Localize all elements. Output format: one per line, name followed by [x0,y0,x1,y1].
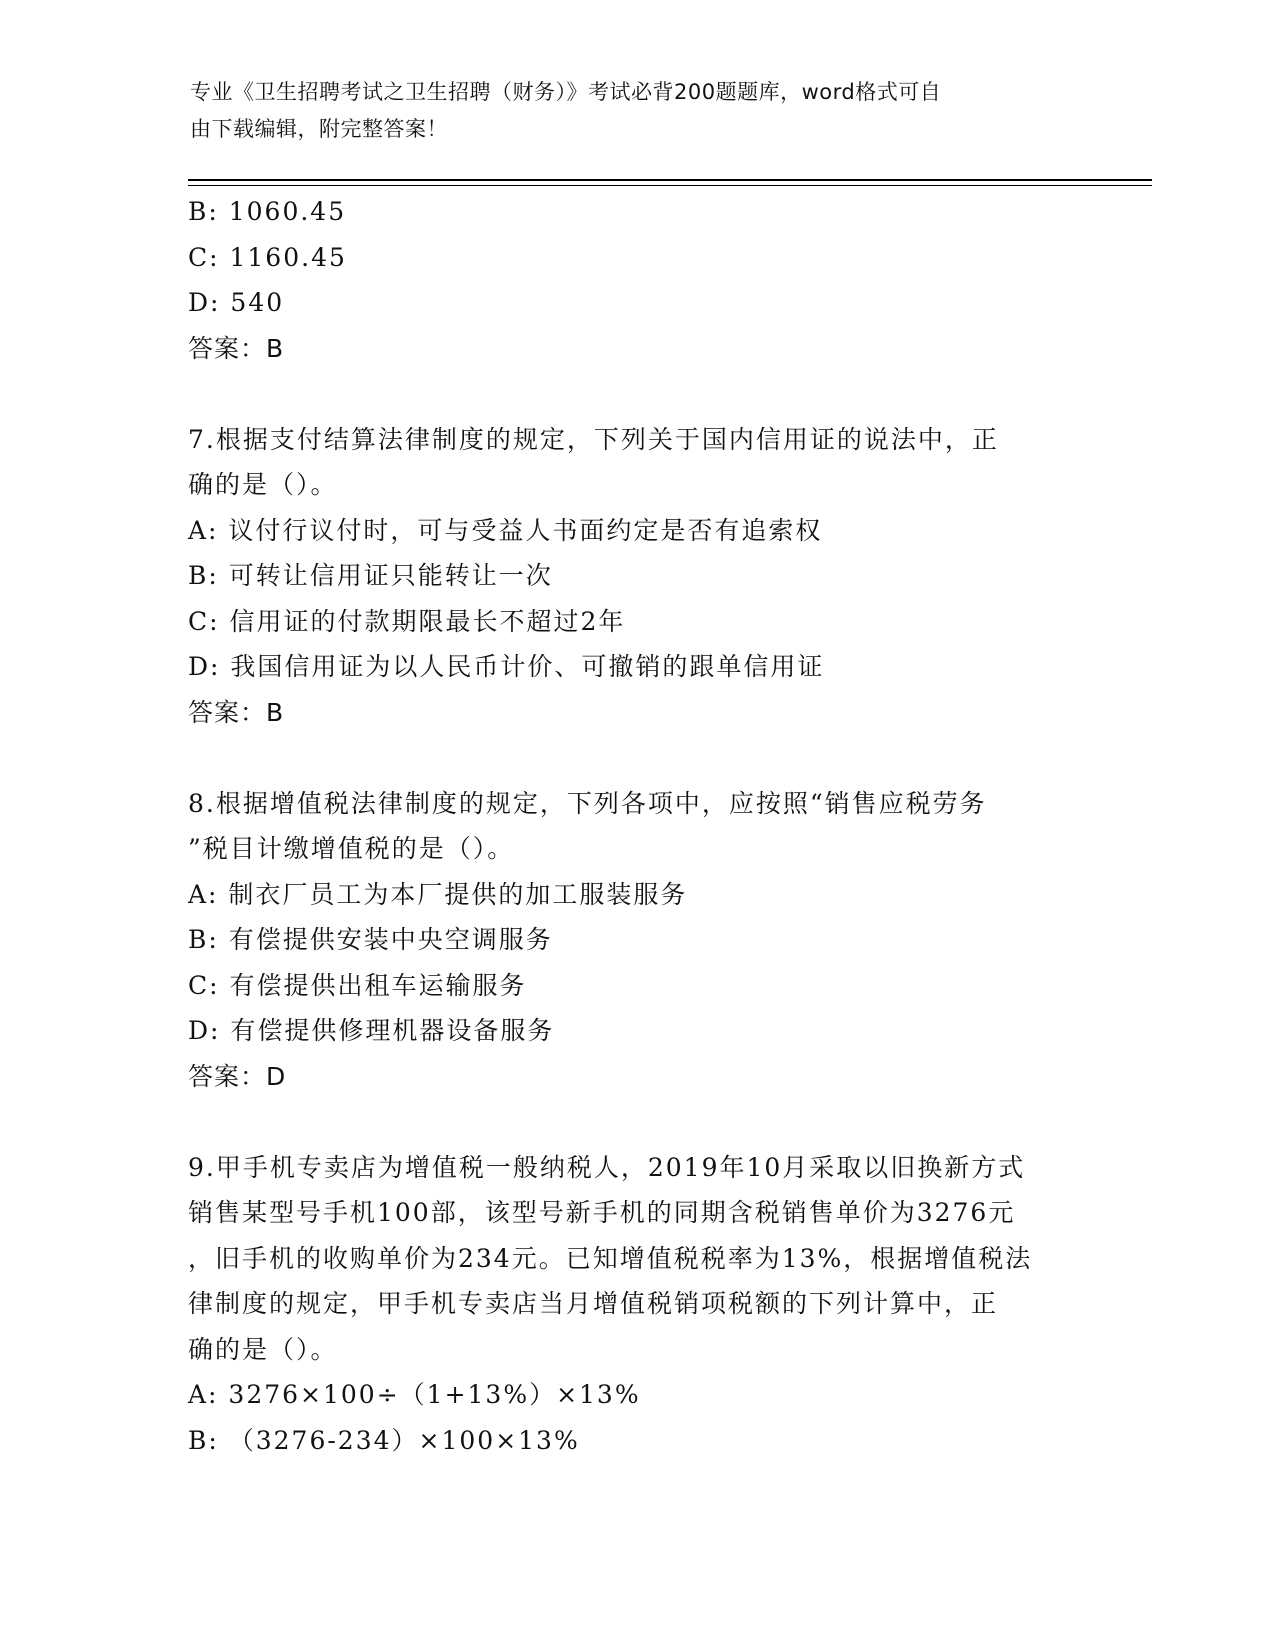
question-9 [188,1145,1088,1464]
q7-stem-line-1: 7.根据支付结算法律制度的规定，下列关于国内信用证的说法中，正 [188,424,999,454]
q9-stem-line-2: 销售某型号手机100部，该型号新手机的同期含税销售单价为3276元 [188,1198,1016,1227]
q6-option-d: D: 540 [188,288,285,317]
q6-option-c: C: 1160.45 [188,242,347,272]
q9-stem-line-5: 确的是（）。 [188,1334,338,1364]
q7-answer: 答案：B [188,697,285,727]
document-header [190,74,1090,148]
q8-answer: 答案：D [188,1061,287,1091]
spacer [188,1099,1088,1145]
q7-option-c: C: 信用证的付款期限最长不超过2年 [188,606,626,636]
question-6 [188,189,1088,371]
header-line-1: 专业《卫生招聘考试之卫生招聘（财务）》考试必背200题题库，word格式可自 [190,80,942,104]
q7-option-a: A: 议付行议付时，可与受益人书面约定是否有追索权 [188,515,823,545]
q9-option-b: B: （3276-234）×100×13% [188,1425,580,1455]
header-rule-thin [188,185,1152,186]
header-rule-thick [188,179,1152,181]
q6-option-b: B: 1060.45 [188,197,347,226]
q9-stem-line-4: 律制度的规定，甲手机专卖店当月增值税销项税额的下列计算中，正 [188,1289,999,1318]
q8-option-b: B: 有偿提供安装中央空调服务 [188,925,553,954]
question-7 [188,417,1088,736]
q8-stem-line-1: 8.根据增值税法律制度的规定，下列各项中，应按照“销售应税劳务 [188,788,987,818]
q9-stem-line-3: ，旧手机的收购单价为234元。已知增值税税率为13%，根据增值税法 [188,1243,1033,1273]
question-content [188,189,1088,1463]
q7-option-d: D: 我国信用证为以人民币计价、可撤销的跟单信用证 [188,652,825,681]
spacer [188,371,1088,417]
question-8 [188,781,1088,1100]
q9-option-a: A: 3276×100÷（1+13%）×13% [188,1380,641,1409]
q6-answer: 答案：B [188,333,285,363]
q8-option-d: D: 有偿提供修理机器设备服务 [188,1016,555,1045]
q8-option-c: C: 有偿提供出租车运输服务 [188,970,527,1000]
q8-option-a: A: 制衣厂员工为本厂提供的加工服装服务 [188,879,688,909]
q8-stem-line-2: ”税目计缴增值税的是（）。 [188,834,515,863]
spacer [188,735,1088,781]
q9-stem-line-1: 9.甲手机专卖店为增值税一般纳税人，2019年10月采取以旧换新方式 [188,1152,1026,1182]
q7-stem-line-2: 确的是（）。 [188,470,338,499]
q7-option-b: B: 可转让信用证只能转让一次 [188,561,553,590]
header-line-2: 由下载编辑，附完整答案！ [190,117,448,141]
